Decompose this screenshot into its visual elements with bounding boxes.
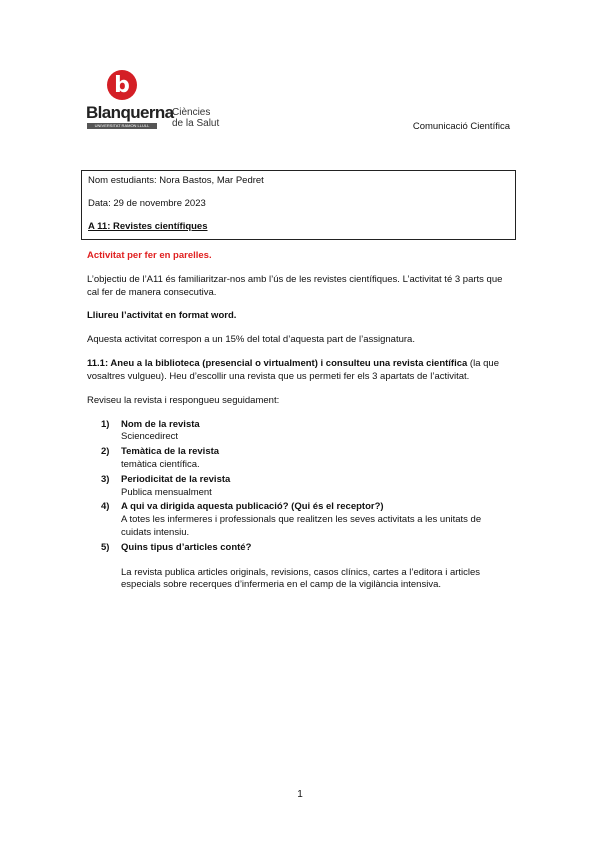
question-text: A qui va dirigida aquesta publicació? (Qui és el receptor?) xyxy=(121,501,384,513)
logo-letter: b xyxy=(114,73,130,98)
question-number: 5) xyxy=(101,541,110,553)
pairs-note: Activitat per fer en parelles. xyxy=(87,250,212,261)
question-number: 1) xyxy=(101,418,110,430)
students-line: Nom estudiants: Nora Bastos, Mar Pedret xyxy=(88,175,264,186)
question-text: Quins tipus d’articles conté? xyxy=(121,541,252,553)
question-number: 3) xyxy=(101,473,110,485)
section-rest-text: (la que vosaltres vulgueu). Heu d’escollir una revista que us permeti fer els 3 apartats de l’activitat. xyxy=(87,358,499,382)
logo-brand-sub: UNIVERSITAT RAMON LLULL xyxy=(87,123,157,129)
logo-faculty xyxy=(172,108,219,129)
weight-paragraph: Aquesta activitat correspon a un 15% del total d’aquesta part de l’assignatura. xyxy=(87,334,415,346)
blanquerna-logo xyxy=(86,70,226,132)
list-item xyxy=(87,446,512,472)
logo-circle-icon xyxy=(107,70,137,100)
answer-text: La revista publica articles originals, revisions, casos clínics, cartes a l’editora i articles especials sobre recerques d’infermeria en el camp de la vigilància intensiva. xyxy=(121,566,481,591)
faculty-line-2: de la Salut xyxy=(172,117,220,129)
answer-text: temàtica científica. xyxy=(121,458,200,470)
question-number: 4) xyxy=(101,501,110,513)
section-bold-text: : Aneu a la biblioteca (presencial o virtualment) i consulteu una revista científica xyxy=(104,358,468,370)
course-name: Comunicació Científica xyxy=(412,121,510,132)
list-item xyxy=(87,542,512,592)
question-list xyxy=(87,419,512,593)
question-text: Periodicitat de la revista xyxy=(121,473,231,485)
answer-text: A totes les infermeres i professionals que realitzen les seves activitats a les unitats de cuidats intensiu. xyxy=(121,514,482,538)
date-line: Data: 29 de novembre 2023 xyxy=(88,197,206,209)
question-number: 2) xyxy=(101,446,110,458)
page-number: 1 xyxy=(297,789,303,800)
section-number: 11.1 xyxy=(87,358,105,370)
section-paragraph xyxy=(87,358,512,384)
list-item xyxy=(87,501,512,539)
info-box xyxy=(81,170,516,240)
activity-title: A 11: Revistes científiques xyxy=(88,220,208,232)
logo-brand: Blanquerna xyxy=(86,103,174,122)
faculty-line-1: Ciències xyxy=(172,107,211,118)
objective-paragraph: L’objectiu de l’A11 és familiaritzar-nos amb l’ús de les revistes científiques. L’activitat té 3 parts que cal fer de manera consecutiva. xyxy=(87,273,503,298)
deliver-note: Lliureu l’activitat en format word. xyxy=(87,310,237,322)
answer-text: Publica mensualment xyxy=(121,486,212,498)
answer-text: Sciencedirect xyxy=(121,431,179,443)
instruction-paragraph: Reviseu la revista i respongueu seguidament: xyxy=(87,394,280,406)
list-item xyxy=(87,474,512,500)
list-item xyxy=(87,419,512,445)
question-text: Nom de la revista xyxy=(121,418,200,430)
question-text: Temàtica de la revista xyxy=(121,446,220,458)
document-body xyxy=(87,250,512,594)
